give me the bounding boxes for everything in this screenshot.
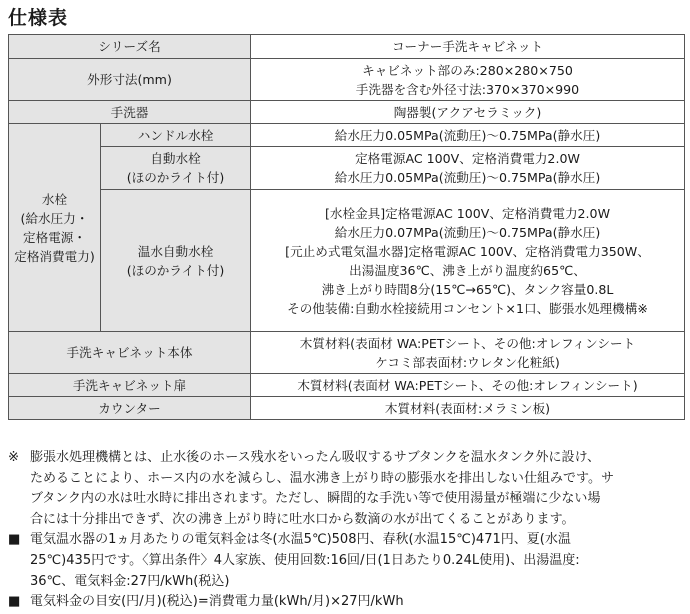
warm-auto-faucet-line: 給水圧力0.07MPa(流動圧)〜0.75MPa(静水圧): [334, 224, 601, 240]
faucet-group-line: (給水圧力・: [20, 210, 89, 226]
warm-auto-faucet-label-line: 温水自動水栓: [137, 243, 214, 259]
row-cabinet-door: [9, 374, 685, 397]
counter-value: 木質材料(表面材:メラミン板): [251, 397, 685, 420]
auto-faucet-label: [101, 147, 251, 190]
row-basin: [9, 101, 685, 124]
faucet-group-label: [9, 124, 101, 332]
warm-auto-faucet-line: 出湯温度36℃、沸き上がり温度約65℃、: [349, 262, 586, 278]
cabinet-body-label: 手洗キャビネット本体: [9, 332, 251, 374]
note-line: 25℃)435円です。〈算出条件〉4人家族、使用回数:16回/日(1日あたり0.24L使用)、出湯温度:: [30, 552, 580, 568]
row-counter: [9, 397, 685, 420]
note-mark: ■: [8, 532, 21, 548]
warm-auto-faucet-line: 沸き上がり時間8分(15℃→65℃)、タンク容量0.8L: [321, 281, 614, 297]
note-item: [8, 530, 684, 592]
faucet-group-line: 定格電源・: [23, 229, 86, 245]
note-text: [30, 448, 684, 530]
cabinet-body-line: ケコミ部表面材:ウレタン化粧紙): [375, 354, 560, 370]
note-line: ためることにより、ホース内の水を減らし、温水沸き上がり時の膨張水を排出しない仕組みです。サ: [30, 470, 615, 486]
warm-auto-faucet-label-line: (ほのかライト付): [126, 262, 225, 278]
warm-auto-faucet-line: [元止め式電気温水器]定格電源AC 100V、定格消費電力350W、: [285, 243, 650, 259]
note-line: 36℃、電気料金:27円/kWh(税込): [30, 573, 230, 589]
dimensions-line: 手洗器を含む外径寸法:370×370×990: [355, 81, 580, 97]
cabinet-door-label: 手洗キャビネット扉: [9, 374, 251, 397]
faucet-group-line: 定格消費電力): [14, 248, 95, 264]
note-item: [8, 448, 684, 530]
cabinet-body-value: [251, 332, 685, 374]
note-text: [30, 530, 684, 592]
series-value: コーナー手洗キャビネット: [251, 35, 685, 59]
row-auto-faucet: [9, 147, 685, 190]
auto-faucet-line: 定格電源AC 100V、定格消費電力2.0W: [355, 151, 580, 166]
basin-label: 手洗器: [9, 101, 251, 124]
dimensions-line: キャビネット部のみ:280×280×750: [362, 62, 573, 78]
counter-label: カウンター: [9, 397, 251, 420]
faucet-group-line: 水栓: [41, 191, 68, 207]
row-handle-faucet: [9, 124, 685, 147]
row-series: [9, 35, 685, 59]
note-mark: ■: [8, 594, 21, 610]
warm-auto-faucet-label: [101, 190, 251, 332]
cabinet-door-value: 木質材料(表面材 WA:PETシート、その他:オレフィンシート): [251, 374, 685, 397]
note-item: [8, 592, 684, 613]
note-line: 膨張水処理機構とは、止水後のホース残水をいったん吸収するサブタンクを温水タンク外に設け、: [30, 450, 601, 465]
auto-faucet-value: [251, 147, 685, 190]
note-mark: ※: [8, 450, 20, 465]
basin-value: 陶器製(アクアセラミック): [251, 101, 685, 124]
note-line: 電気温水器の1ヵ月あたりの電気料金は冬(水温5℃)508円、春秋(水温15℃)471円、夏(水温: [30, 532, 571, 548]
cabinet-body-line: 木質材料(表面材 WA:PETシート、その他:オレフィンシート: [299, 335, 636, 351]
row-warm-auto-faucet: [9, 190, 685, 332]
handle-faucet-value: 給水圧力0.05MPa(流動圧)〜0.75MPa(静水圧): [251, 124, 685, 147]
auto-faucet-label-line: 自動水栓: [150, 151, 201, 166]
note-line: 電気料金の目安(円/月)(税込)=消費電力量(kWh/月)×27円/kWh: [30, 594, 404, 610]
warm-auto-faucet-line: [水栓金具]定格電源AC 100V、定格消費電力2.0W: [324, 205, 611, 221]
note-text: [30, 592, 684, 613]
warm-auto-faucet-line: その他装備:自動水栓接続用コンセント×1口、膨張水処理機構※: [287, 300, 648, 316]
row-cabinet-body: [9, 332, 685, 374]
note-line: ブタンク内の水は吐水時に排出されます。ただし、瞬間的な手洗い等で使用湯量が極端に少ない場: [30, 491, 601, 507]
page-title: 仕様表: [8, 7, 69, 29]
spec-table: [8, 34, 685, 420]
auto-faucet-label-line: (ほのかライト付): [126, 170, 225, 185]
series-label: シリーズ名: [9, 35, 251, 59]
auto-faucet-line: 給水圧力0.05MPa(流動圧)〜0.75MPa(静水圧): [334, 170, 601, 185]
handle-faucet-label: ハンドル水栓: [101, 124, 251, 147]
dimensions-label: 外形寸法(mm): [9, 59, 251, 101]
dimensions-value: [251, 59, 685, 101]
notes: [8, 448, 684, 613]
row-dimensions: [9, 59, 685, 101]
note-line: 合には十分排出できず、次の沸き上がり時に吐水口から数滴の水が出てくることがあります。: [30, 511, 575, 527]
warm-auto-faucet-value: [251, 190, 685, 332]
